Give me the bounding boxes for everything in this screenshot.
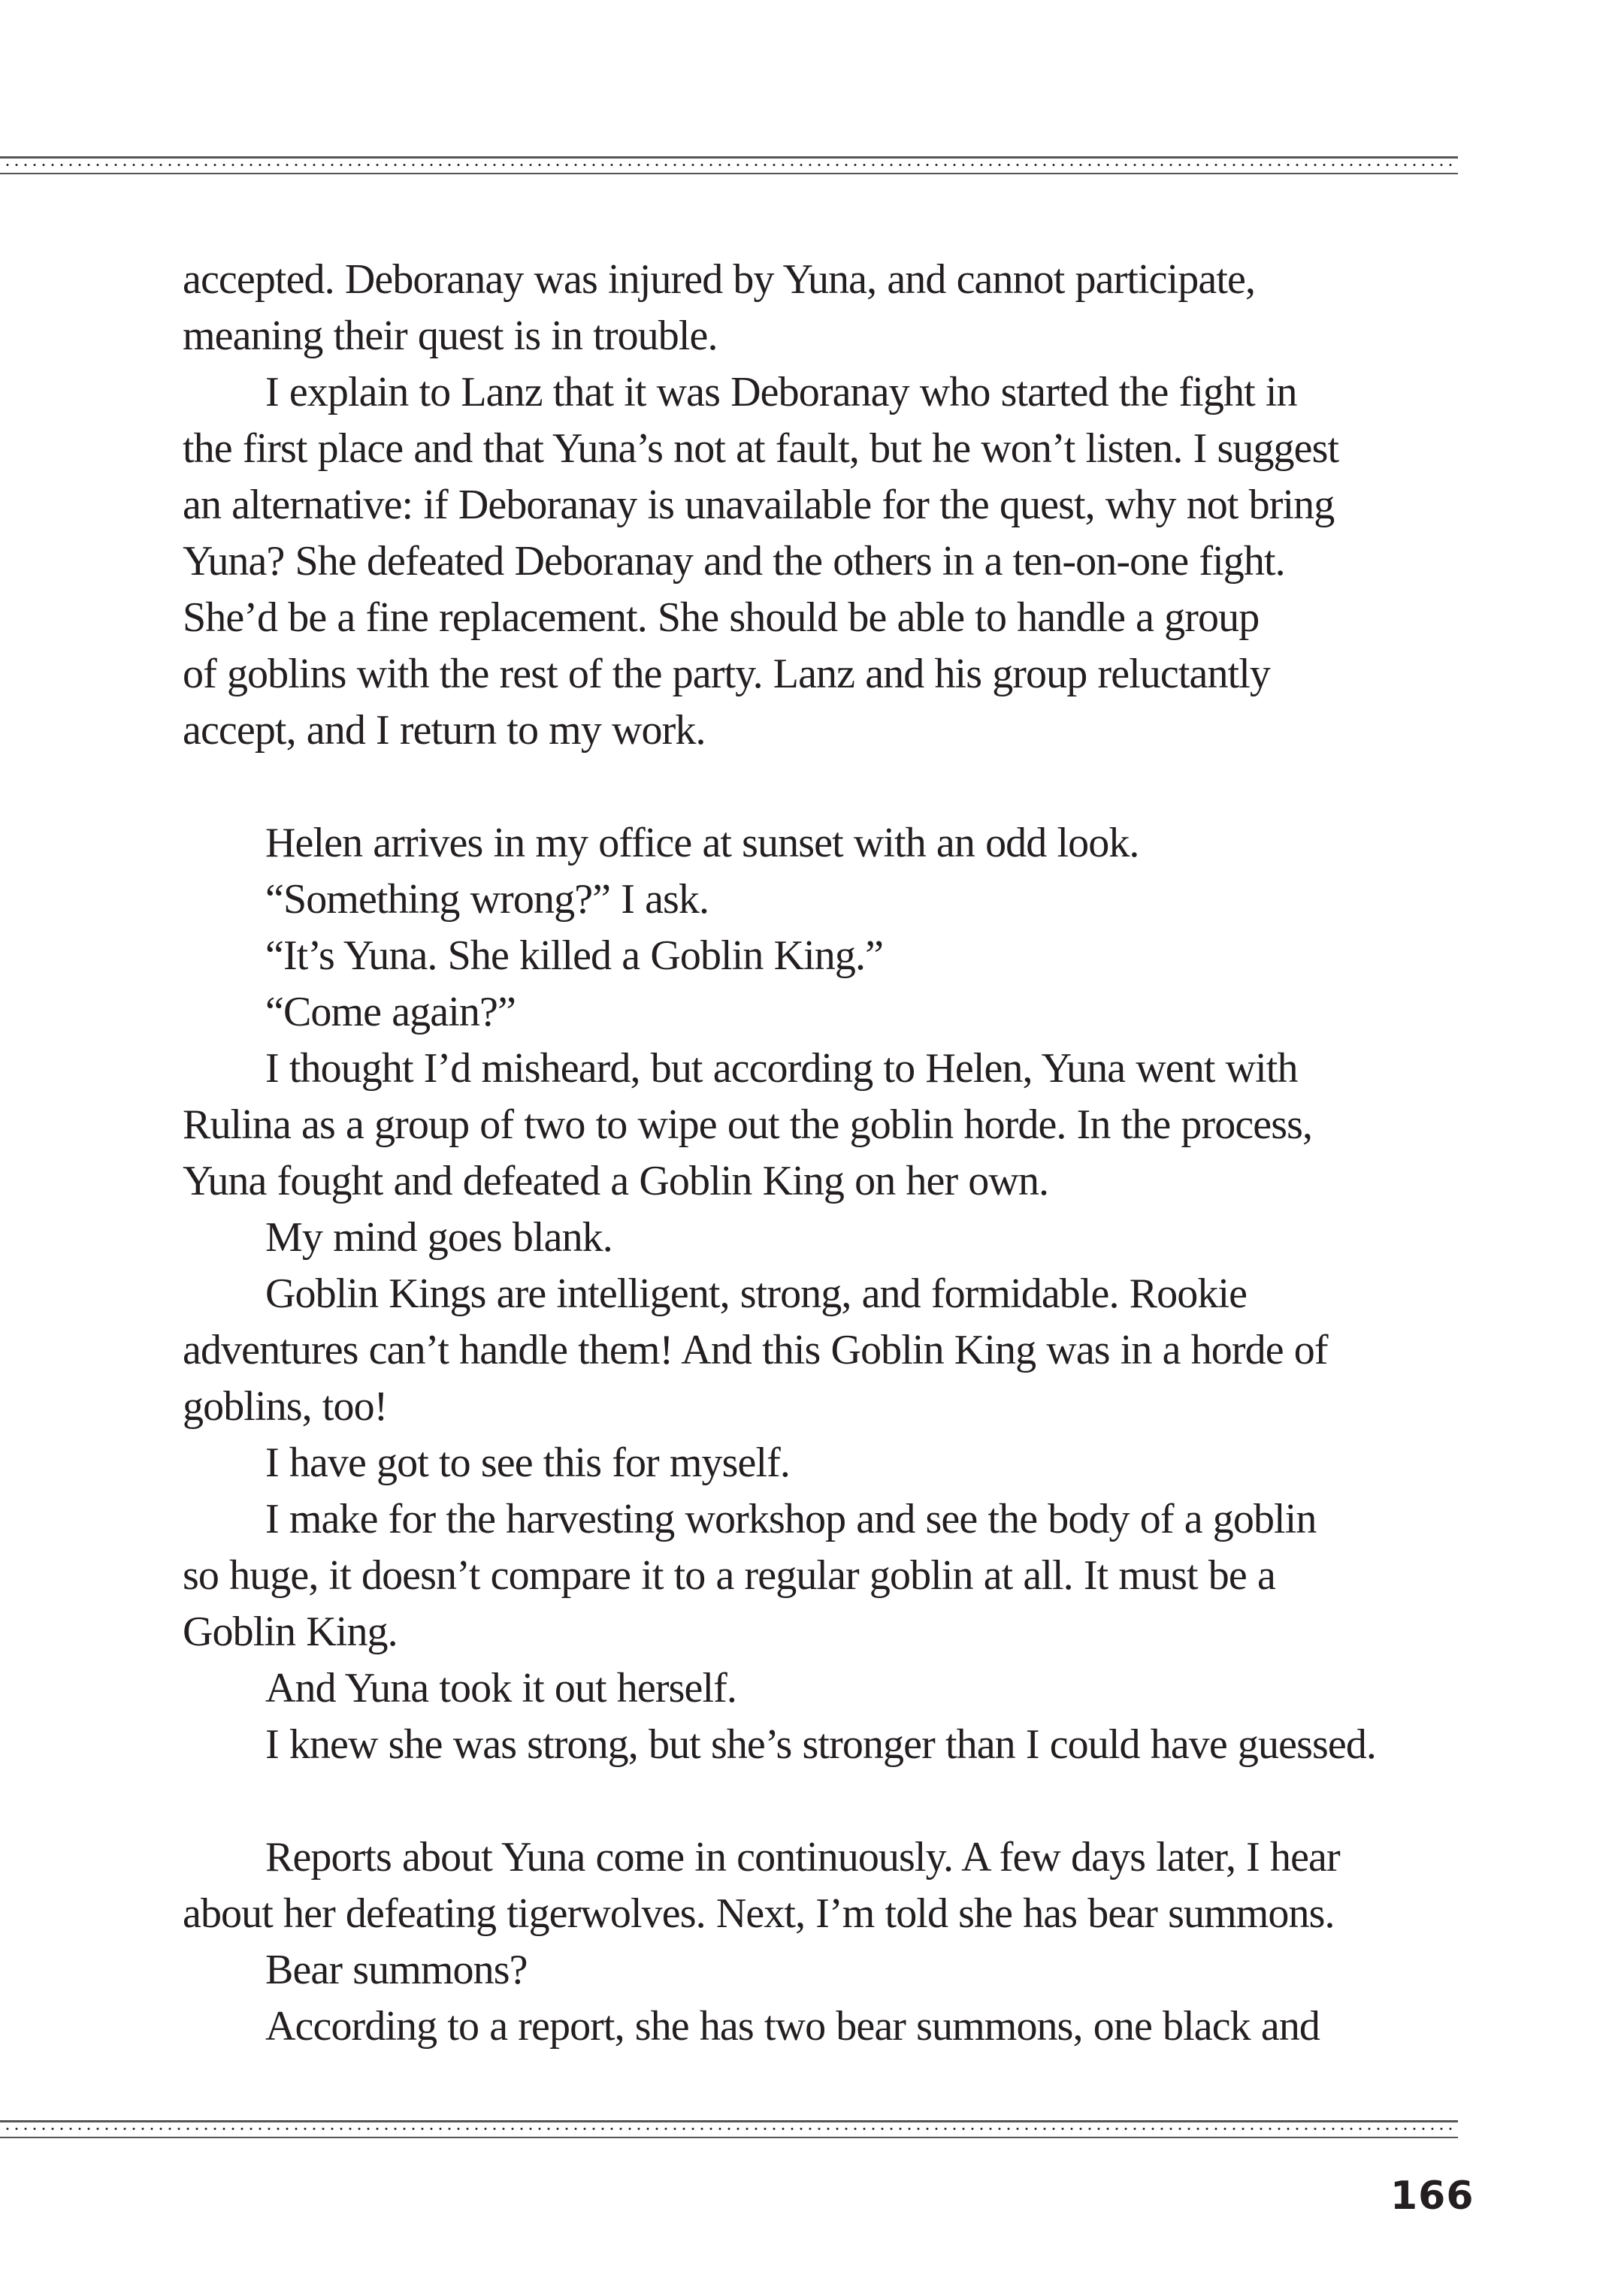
text-line: an alternative: if Deboranay is unavailable for the quest, why not bring <box>183 482 1335 528</box>
paragraph-block <box>183 1829 1483 2055</box>
text-line: According to a report, she has two bear summons, one black and <box>265 2003 1320 2050</box>
rule-line <box>0 2120 1458 2122</box>
text-line: I have got to see this for myself. <box>265 1440 791 1486</box>
rule-line <box>0 2137 1458 2138</box>
text-line: accepted. Deboranay was injured by Yuna, and cannot participate, <box>183 256 1256 303</box>
text-line: I make for the harvesting workshop and see the body of a goblin <box>265 1496 1317 1542</box>
text-line: about her defeating tigerwolves. Next, I’m told she has bear summons. <box>183 1890 1335 1937</box>
rule-dots <box>0 164 1458 166</box>
text-line: adventures can’t handle them! And this Goblin King was in a horde of <box>183 1327 1328 1373</box>
text-line: so huge, it doesn’t compare it to a regular goblin at all. It must be a <box>183 1552 1275 1599</box>
text-line: Goblin Kings are intelligent, strong, and formidable. Rookie <box>265 1270 1248 1317</box>
text-line: meaning their quest is in trouble. <box>183 313 718 359</box>
text-line: accept, and I return to my work. <box>183 707 706 754</box>
header-ornamental-rule <box>0 156 1458 174</box>
text-line: I knew she was strong, but she’s stronger than I could have guessed. <box>265 1721 1377 1768</box>
page-number: 166 <box>1390 2174 1474 2219</box>
text-line: My mind goes blank. <box>265 1214 612 1261</box>
paragraph-block <box>183 815 1483 1773</box>
paragraph-block <box>183 252 1483 759</box>
text-line: Helen arrives in my office at sunset with an odd look. <box>265 820 1139 866</box>
text-line: And Yuna took it out herself. <box>265 1665 736 1711</box>
text-line: I explain to Lanz that it was Deboranay who started the fight in <box>265 369 1297 415</box>
text-line: goblins, too! <box>183 1383 388 1430</box>
text-line: Rulina as a group of two to wipe out the goblin horde. In the process, <box>183 1101 1313 1148</box>
text-line: Yuna fought and defeated a Goblin King on her own. <box>183 1158 1049 1204</box>
text-line: She’d be a fine replacement. She should be able to handle a group <box>183 594 1260 641</box>
text-line: “Something wrong?” I ask. <box>265 876 709 923</box>
text-line: Goblin King. <box>183 1609 398 1655</box>
text-line: the first place and that Yuna’s not at fault, but he won’t listen. I suggest <box>183 425 1339 472</box>
rule-line <box>0 156 1458 159</box>
text-line: Yuna? She defeated Deboranay and the others in a ten-on-one fight. <box>183 538 1285 585</box>
text-line: Reports about Yuna come in continuously. A few days later, I hear <box>265 1834 1340 1881</box>
footer-ornamental-rule <box>0 2120 1458 2138</box>
text-line: I thought I’d misheard, but according to Helen, Yuna went with <box>265 1045 1298 1092</box>
rule-line <box>0 173 1458 174</box>
text-line: “Come again?” <box>265 989 516 1035</box>
text-line: of goblins with the rest of the party. Lanz and his group reluctantly <box>183 651 1270 697</box>
text-line: “It’s Yuna. She killed a Goblin King.” <box>265 932 884 979</box>
rule-dots <box>0 2128 1458 2130</box>
text-line: Bear summons? <box>265 1947 528 1993</box>
